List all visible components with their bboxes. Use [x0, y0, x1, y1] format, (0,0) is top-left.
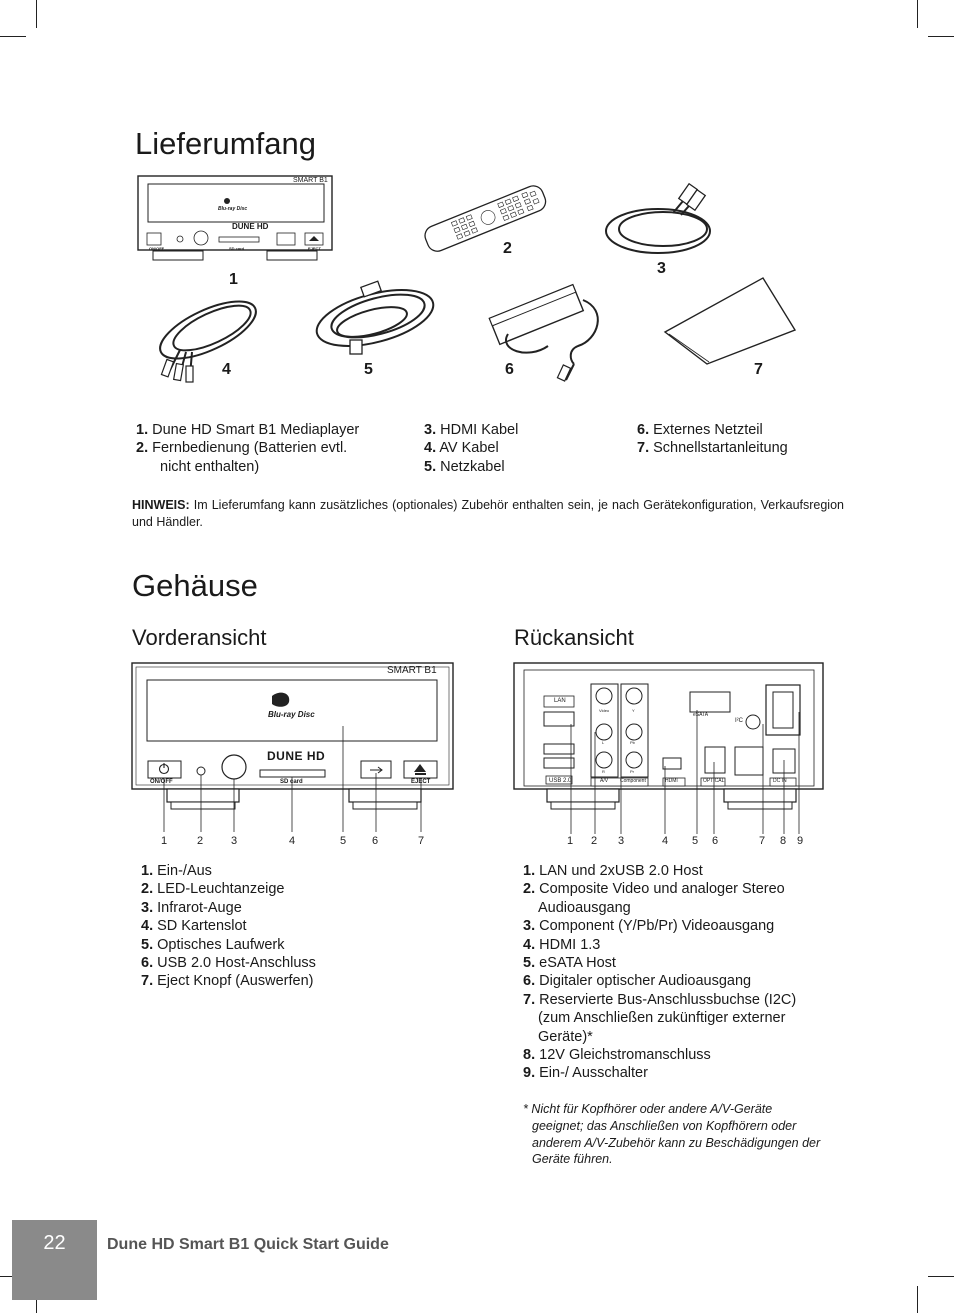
- list-item: 1. Ein-/Aus: [141, 863, 212, 879]
- rear-callout-4: 4: [662, 835, 669, 847]
- package-list-col2: [424, 421, 518, 476]
- rear-callout-3: 3: [618, 835, 625, 847]
- rear-rca-l-label: L: [602, 740, 605, 745]
- package-title: Lieferumfang: [135, 126, 316, 161]
- list-item: 8. 12V Gleichstromanschluss: [523, 1047, 711, 1064]
- list-item: 1. LAN und 2xUSB 2.0 Host: [523, 863, 703, 879]
- package-list-col3: [637, 421, 788, 458]
- list-item: 3. Infrarot-Auge: [141, 899, 242, 916]
- rear-dc-label: DC IN: [773, 778, 787, 784]
- list-item: 6. Digitaler optischer Audioausgang: [523, 973, 752, 990]
- front-bluray-label: Blu-ray Disc: [268, 710, 315, 719]
- package-number-6: 6: [505, 361, 514, 378]
- list-item: 1. Dune HD Smart B1 Mediaplayer: [136, 422, 360, 438]
- rear-rca-pr-label: Pr: [630, 769, 634, 774]
- crop-mark: [917, 1286, 918, 1313]
- rear-rca-video-label: Video: [599, 708, 610, 713]
- package-number-3: 3: [657, 260, 666, 277]
- rear-component-label: Component: [620, 778, 646, 784]
- crop-mark: [917, 0, 918, 28]
- list-item: 7. Schnellstartanleitung: [637, 440, 788, 457]
- player-brand-label: DUNE HD: [232, 222, 269, 231]
- rear-callout-9: 9: [797, 835, 804, 847]
- rear-hdmi-label: HDMI: [665, 778, 678, 784]
- rear-callout-7: 7: [759, 835, 766, 847]
- package-number-7: 7: [754, 361, 763, 378]
- list-item: 5. Optisches Laufwerk: [141, 936, 285, 953]
- crop-mark: [928, 36, 954, 37]
- footer-title: Dune HD Smart B1 Quick Start Guide: [107, 1236, 389, 1253]
- crop-mark: [0, 36, 26, 37]
- list-item: nicht enthalten): [160, 458, 260, 475]
- list-item: 2. Fernbedienung (Batterien evtl.: [136, 440, 348, 457]
- housing-title: Gehäuse: [132, 568, 258, 603]
- crop-mark: [36, 0, 37, 28]
- rear-lan-label: LAN: [554, 698, 566, 704]
- player-model-label: SMART B1: [293, 177, 328, 184]
- front-callout-4: 4: [289, 835, 296, 847]
- front-sd-label: SD card: [280, 779, 303, 785]
- av-cable-illustration: [150, 290, 265, 385]
- front-callout-3: 3: [231, 835, 238, 847]
- list-item: Audioausgang: [538, 899, 631, 916]
- rear-rca-r-label: R: [602, 769, 605, 774]
- page-number: 22: [43, 1232, 66, 1254]
- front-callout-2: 2: [197, 835, 204, 847]
- rear-callout-5: 5: [692, 835, 699, 847]
- list-item: 3. Component (Y/Pb/Pr) Videoausgang: [523, 918, 775, 935]
- rear-usb-label: USB 2.0: [549, 778, 572, 784]
- list-item: 9. Ein-/ Ausschalter: [523, 1065, 648, 1082]
- crop-mark: [928, 1276, 954, 1277]
- player-bluray-label: Blu-ray Disc: [218, 206, 248, 212]
- player-sd-label: SD card: [229, 246, 245, 251]
- note-text: Im Lieferumfang kann zusätzliches (optionales) Zubehör enthalten sein, je nach Gerätekonfiguration, Verkaufsregion und Händler.: [132, 498, 844, 529]
- front-eject-label: EJECT: [411, 779, 431, 785]
- rear-callout-1: 1: [567, 835, 574, 847]
- rear-callout-6: 6: [712, 835, 719, 847]
- list-item: 7. Reservierte Bus-Anschlussbuchse (I2C): [523, 991, 797, 1008]
- package-number-4: 4: [222, 361, 231, 378]
- rear-callout-2: 2: [591, 835, 598, 847]
- list-item: 2. LED-Leuchtanzeige: [141, 881, 285, 898]
- list-item: 4. AV Kabel: [424, 440, 499, 457]
- rear-items-list: [523, 862, 796, 1083]
- list-item: Geräte)*: [538, 1028, 593, 1045]
- list-item: 5. eSATA Host: [523, 955, 616, 972]
- note-label: HINWEIS:: [132, 498, 190, 512]
- package-note: [132, 497, 844, 531]
- list-item: (zum Anschließen zukünftiger externer: [538, 1010, 786, 1027]
- front-view-title: Vorderansicht: [132, 625, 267, 650]
- front-callout-7: 7: [418, 835, 425, 847]
- rear-esata-label: eSATA: [693, 712, 709, 718]
- player-illustration: [137, 175, 333, 267]
- rear-optical-label: OPTICAL: [703, 778, 725, 784]
- list-item: 6. USB 2.0 Host-Anschluss: [141, 955, 316, 972]
- list-item: 6. Externes Netzteil: [637, 422, 763, 438]
- front-brand-label: DUNE HD: [267, 749, 326, 763]
- front-onoff-label: ON/OFF: [150, 779, 173, 785]
- package-number-5: 5: [364, 361, 373, 378]
- rear-av-label: A/V: [600, 778, 609, 784]
- footnote: * Nicht für Kopfhörer oder andere A/V-Geräte geeignet; das Anschließen von Kopfhörern oder anderem A/V-Zubehör kann zu Beschädigungen der Geräte führen.: [523, 1102, 821, 1167]
- list-item: 2. Composite Video und analoger Stereo: [523, 881, 785, 898]
- package-number-2: 2: [503, 240, 512, 257]
- rear-i2c-label: I²C: [735, 718, 743, 724]
- package-number-1: 1: [229, 271, 238, 288]
- list-item: 4. HDMI 1.3: [523, 936, 601, 953]
- package-list-col1: [136, 421, 359, 476]
- player-eject-label: EJECT: [308, 246, 321, 251]
- rear-callout-8: 8: [780, 835, 787, 847]
- front-items-list: [141, 862, 316, 991]
- player-onoff-label: ON/OFF: [149, 246, 165, 251]
- list-item: 4. SD Kartenslot: [141, 918, 247, 935]
- power-cord-illustration: [310, 278, 440, 362]
- rear-view-title: Rückansicht: [514, 625, 634, 650]
- front-callout-6: 6: [372, 835, 379, 847]
- rear-rca-pb-label: Pb: [630, 740, 635, 745]
- front-callout-5: 5: [340, 835, 347, 847]
- front-model-label: SMART B1: [387, 665, 437, 676]
- rear-view-diagram: [513, 662, 825, 848]
- list-item: 3. HDMI Kabel: [424, 422, 519, 438]
- list-item: 5. Netzkabel: [424, 458, 505, 475]
- remote-illustration: [418, 182, 550, 254]
- front-callout-1: 1: [161, 835, 168, 847]
- list-item: 7. Eject Knopf (Auswerfen): [141, 973, 314, 990]
- rear-rca-y-label: Y: [632, 708, 635, 713]
- hdmi-cable-illustration: [603, 183, 733, 259]
- guide-illustration: [663, 276, 799, 366]
